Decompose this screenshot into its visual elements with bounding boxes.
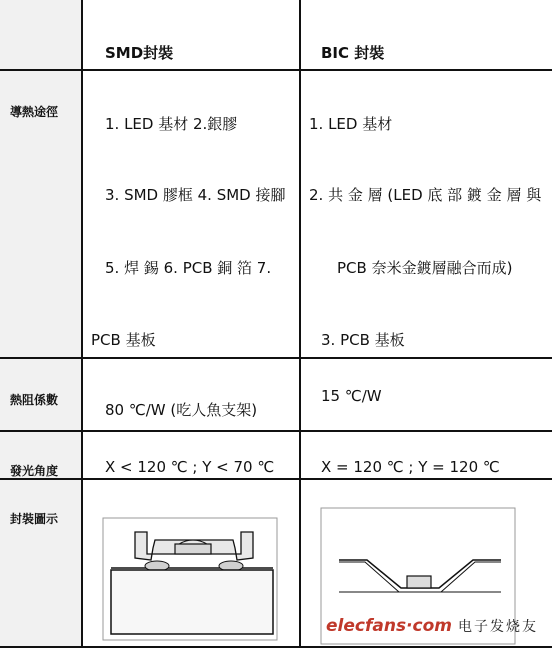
bic-path-cell — [300, 70, 552, 358]
smd-thermal-cell — [82, 358, 300, 431]
watermark — [326, 616, 538, 636]
bic-path-line: PCB 奈米金鍍層融合而成) — [337, 259, 513, 277]
header-bic — [300, 0, 552, 70]
bic-thermal-value: 15 ℃/W — [321, 387, 382, 405]
watermark-cn: 电子发烧友 — [458, 619, 538, 635]
bic-thermal-cell — [300, 358, 552, 431]
row-label-cell — [0, 479, 82, 647]
smd-path-line: PCB 基板 — [91, 331, 156, 349]
row-label-diagram: 封裝圖示 — [10, 512, 59, 526]
smd-angle-value: X < 120 ℃ ; Y < 70 ℃ — [105, 458, 275, 476]
header-smd — [82, 0, 300, 70]
smd-path-line: 5. 焊 錫 6. PCB 銅 箔 7. — [105, 259, 272, 277]
bic-diagram-cell — [300, 479, 552, 647]
row-label-cell — [0, 70, 82, 358]
header-smd-label: SMD封裝 — [105, 44, 174, 62]
smd-angle-cell — [82, 431, 300, 479]
smd-package-diagram — [83, 480, 293, 648]
smd-path-line: 1. LED 基材 2.銀膠 — [105, 115, 238, 133]
bic-path-line: 3. PCB 基板 — [321, 331, 405, 349]
smd-path-cell — [82, 70, 300, 358]
bic-angle-value: X = 120 ℃ ; Y = 120 ℃ — [321, 458, 500, 476]
bic-path-line: 2. 共 金 層 (LED 底 部 鍍 金 層 與 — [309, 186, 542, 204]
row-label-angle: 發光角度 — [10, 464, 59, 478]
bic-path-line: 1. LED 基材 — [309, 115, 393, 133]
row-label-cell — [0, 358, 82, 431]
watermark-brand: elecfans·com — [326, 616, 452, 636]
smd-diagram-cell — [82, 479, 300, 647]
row-label-path: 導熱途徑 — [10, 105, 59, 119]
row-label-thermal: 熱阻係數 — [10, 393, 59, 407]
row-label-cell — [0, 431, 82, 479]
smd-thermal-value: 80 ℃/W (吃人魚支架) — [105, 401, 258, 419]
bic-angle-cell — [300, 431, 552, 479]
header-empty-cell — [0, 0, 82, 70]
header-bic-label: BIC 封裝 — [321, 44, 385, 62]
smd-path-line: 3. SMD 膠框 4. SMD 接腳 — [105, 186, 286, 204]
